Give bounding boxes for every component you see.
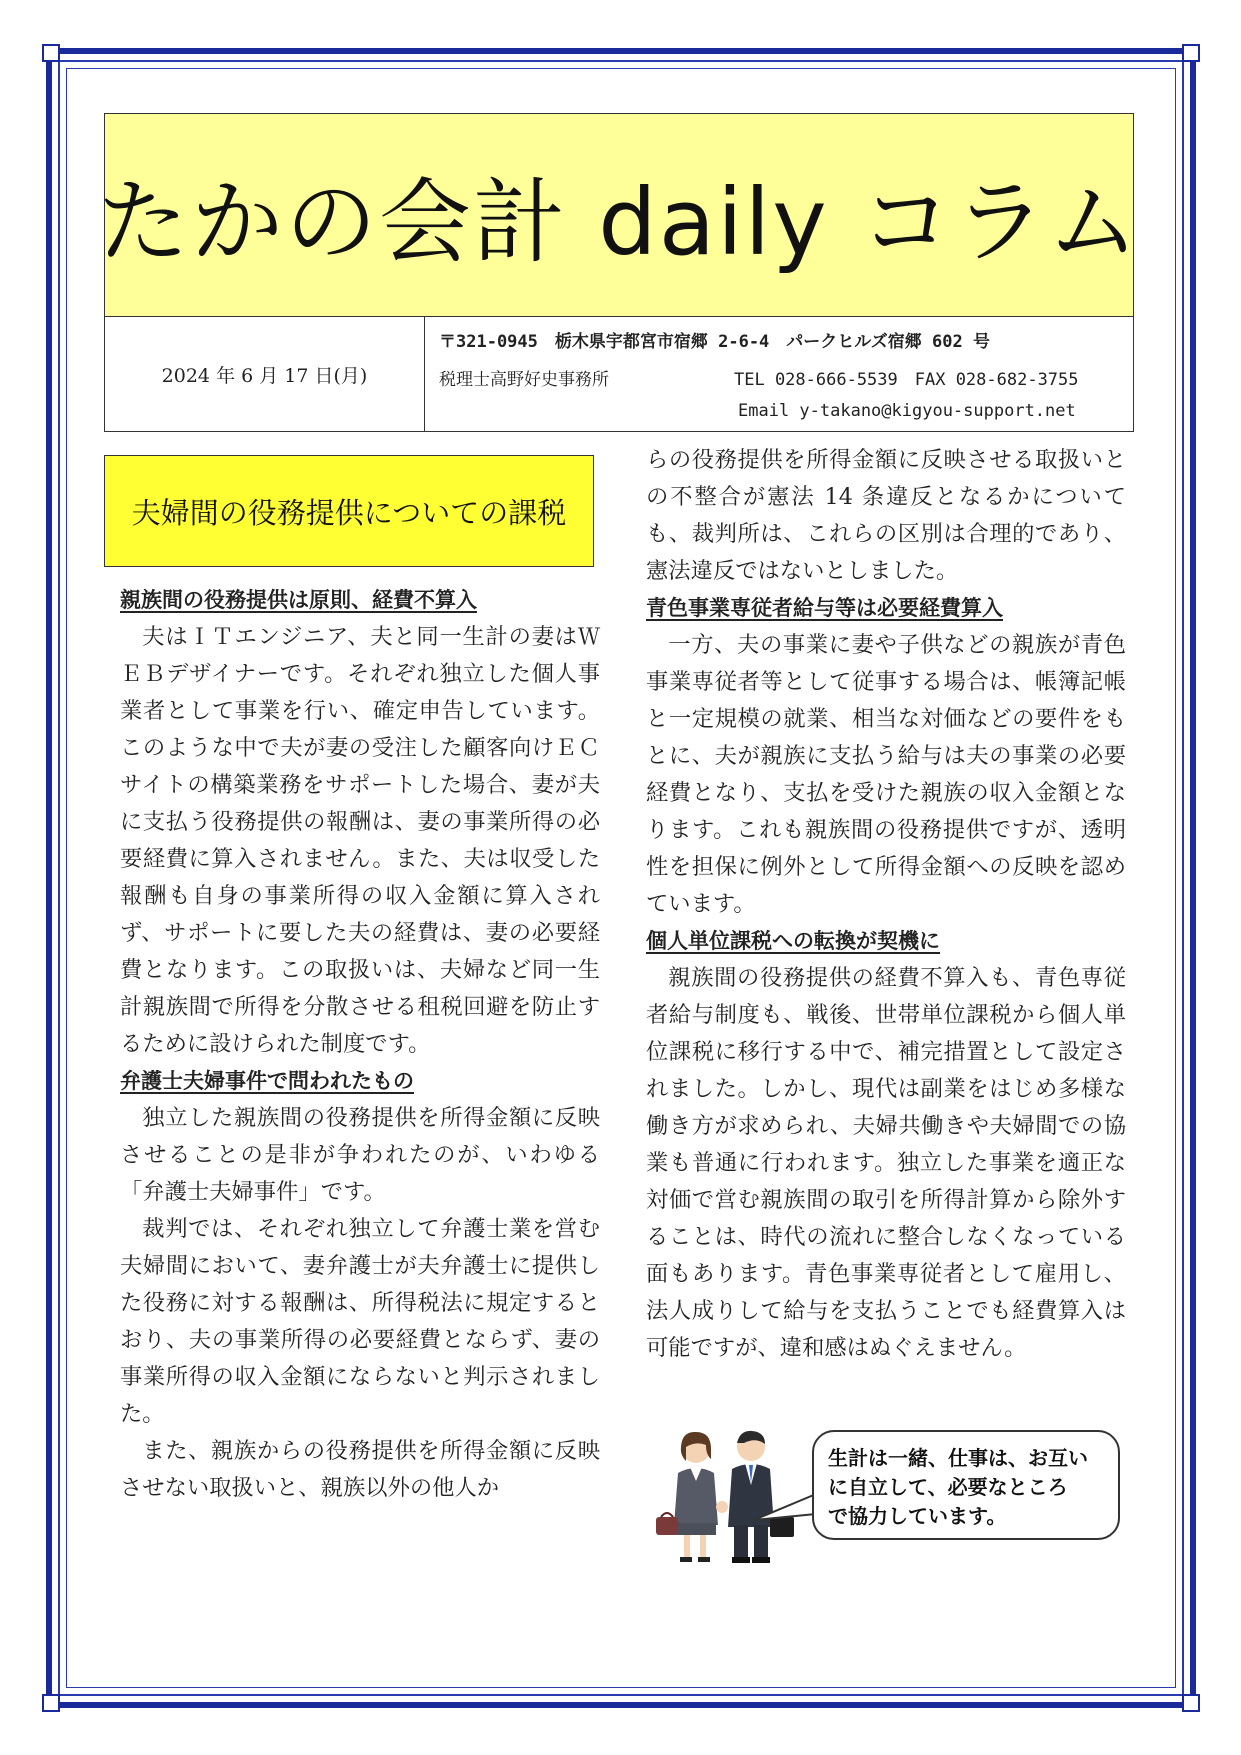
masthead-title: たかの会計 daily コラム (97, 169, 1141, 276)
speech-bubble (812, 1430, 1120, 1540)
masthead (97, 113, 1141, 317)
paragraph: 一方、夫の事業に妻や子供などの親族が青色事業専従者等として従事する場合は、帳簿記帳と一定規模の就業、相当な対価などの要件をもとに、夫が親族に支払う給与は夫の事業の必要経費となり、支払を受けた親族の収入金額となります。これも親族間の役務提供ですが、透明性を担保に例外として所得金額への反映を認めています。 (646, 632, 1126, 917)
paragraph: 親族間の役務提供の経費不算入も、青色専従者給与制度も、戦後、世帯単位課税から個人単位課税に移行する中で、補完措置として設定されました。しかし、現代は副業をはじめ多様な働き方が求められ、夫婦共働きや夫婦間での協業も普通に行われます。独立した事業を適正な対価で営む親族間の取引を所得計算から除外することは、時代の流れに整合しなくなっている面もあります。青色事業専従者として雇用し、法人成りして給与を支払うことでも経費算入は可能ですが、違和感はぬぐえません。 (646, 965, 1126, 1361)
speech-bubble-line: 生計は一緒、仕事は、お互い (828, 1446, 1088, 1470)
section-heading: 個人単位課税への転換が契機に (646, 929, 940, 953)
paragraph: 独立した親族間の役務提供を所得金額に反映させることの是非が争われたのが、いわゆる「弁護士夫婦事件」です。 (120, 1105, 600, 1205)
office-contact (425, 317, 1133, 431)
office-email: Email y-takano@kigyou-support.net (738, 401, 1076, 421)
article-column-left (120, 582, 600, 1507)
speech-bubble-line: に自立して、必要なところ (828, 1475, 1068, 1499)
office-line (439, 365, 1079, 390)
issue-date: 2024 年 6 月 17 日(月) (105, 317, 425, 431)
section-heading: 親族間の役務提供は原則、経費不算入 (120, 588, 477, 612)
section-heading: 青色事業専従者給与等は必要経費算入 (646, 596, 1003, 620)
frame-corner (42, 1694, 60, 1712)
office-tel-fax: TEL 028-666-5539 FAX 028-682-3755 (734, 370, 1079, 390)
office-address: 〒321-0945 栃木県宇都宮市宿郷 2-6-4 パークヒルズ宿郷 602 号 (439, 332, 990, 352)
speech-bubble-tail (752, 1490, 818, 1530)
paragraph-continued: らの役務提供を所得金額に反映させる取扱いとの不整合が憲法 14 条違反となるかについても、裁判所は、これらの区別は合理的であり、憲法違反ではないとしました。 (646, 447, 1126, 584)
article-title: 夫婦間の役務提供についての課税 (131, 495, 567, 530)
paragraph: 夫はＩＴエンジニア、夫と同一生計の妻はＷＥＢデザイナーです。それぞれ独立した個人事業者として事業を行い、確定申告しています。このような中で夫が妻の受注した顧客向けＥＣサイトの構築業務をサポートした場合、妻が夫に支払う役務提供の報酬は、妻の事業所得の必要経費に算入されません。また、夫は収受した報酬も自身の事業所得の収入金額に算入されず、サポートに要した夫の経費は、妻の必要経費となります。この取扱いは、夫婦など同一生計親族間で所得を分散させる租税回避を防止するために設けられた制度です。 (120, 624, 600, 1057)
frame-corner (1182, 1694, 1200, 1712)
frame-corner (42, 44, 60, 62)
speech-bubble-line: で協力しています。 (828, 1504, 1007, 1528)
frame-corner (1182, 44, 1200, 62)
info-bar (104, 316, 1134, 432)
article-column-right (646, 442, 1126, 1367)
paragraph: また、親族からの役務提供を所得金額に反映させない取扱いと、親族以外の他人か (120, 1438, 600, 1501)
section-heading: 弁護士夫婦事件で問われたもの (120, 1069, 414, 1093)
office-name: 税理士高野好史事務所 (439, 370, 609, 390)
article-title-box (104, 455, 594, 567)
paragraph: 裁判では、それぞれ独立して弁護士業を営む夫婦間において、妻弁護士が夫弁護士に提供した役務に対する報酬は、所得税法に規定するとおり、夫の事業所得の必要経費とならず、妻の事業所得の収入金額にならないと判示されました。 (120, 1216, 600, 1427)
